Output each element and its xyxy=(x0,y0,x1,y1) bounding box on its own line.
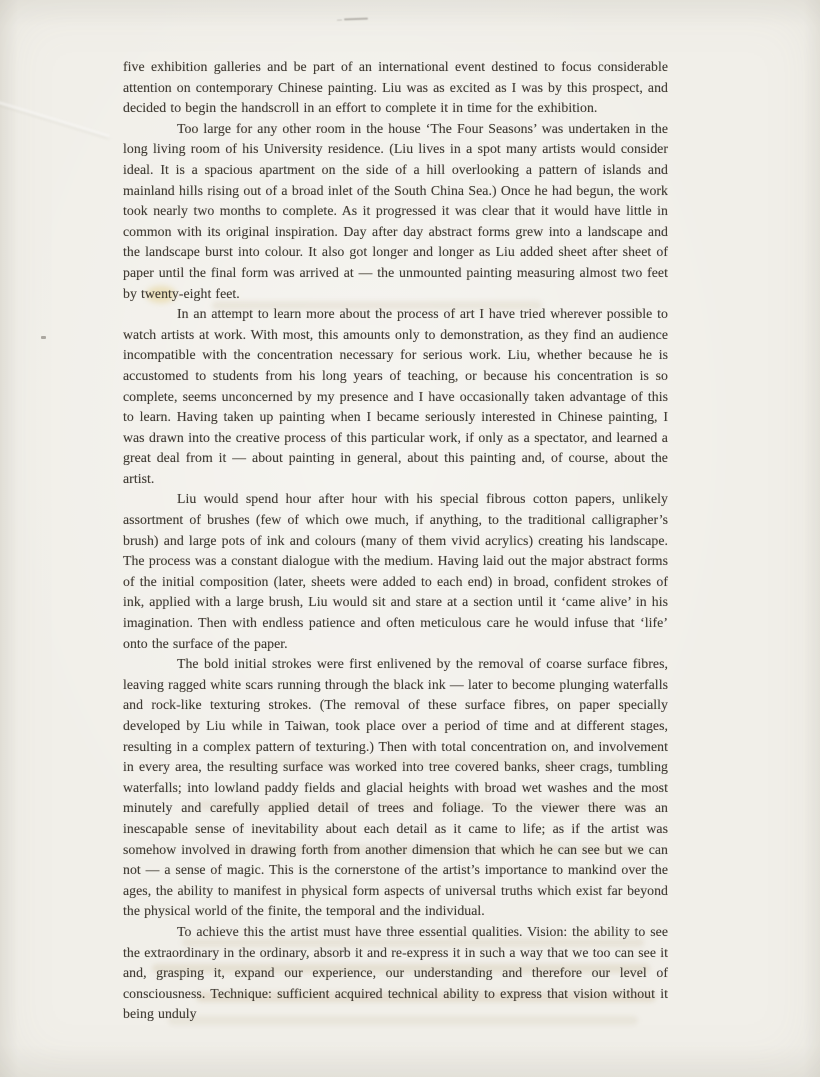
page-text xyxy=(123,57,668,1025)
paper-crease xyxy=(0,101,110,138)
paragraph-continuation: five exhibition galleries and be part of an international event destined to focus considerable attention on contemporary Chinese painting. Liu was as excited as I was by this prospect, and decided to begin the handscroll in an effort to complete it in time for the exhibition. xyxy=(123,59,668,116)
margin-speck xyxy=(41,336,46,339)
paragraph-materials-process: Liu would spend hour after hour with his special fibrous cotton papers, unlikely assortment of brushes (few of which owe much, if anything, to the traditional calligrapher’s brush) and large pots of ink and colours (many of them vivid acrylics) creating his landscape. The process was a constant dialogue with the medium. Having laid out the major abstract forms of the initial composition (later, sheets were added to each end) in broad, confident strokes of ink, applied with a large brush, Liu would sit and stare at a section until it ‘came alive’ in his imagination. Then with endless patience and often meticulous care he would infuse that ‘life’ onto the surface of the paper. xyxy=(123,491,668,651)
paragraph-watching-artists: In an attempt to learn more about the process of art I have tried wherever possible to watch artists at work. With most, this amounts only to demonstration, as they find an audience incompatible with the concentration necessary for serious work. Liu, whether because he is accustomed to students from his long years of teaching, or because his concentration is so complete, seems unconcerned by my presence and I have occasionally taken advantage of this to learn. Having taken up painting when I became seriously interested in Chinese painting, I was drawn into the creative process of this particular work, if only as a spectator, and learned a great deal from it — about painting in general, about this painting and, of course, about the artist. xyxy=(123,306,668,486)
paragraph-bold-strokes: The bold initial strokes were first enlivened by the removal of coarse surface fibres, leaving ragged white scars running through the black ink — later to become plunging waterfalls and rock-like texturing strokes. (The removal of these surface fibres, on paper specially developed by Liu while in Taiwan, took place over a period of time and at different stages, resulting in a complex pattern of texturing.) Then with total concentration on, and involvement in every area, the resulting surface was worked into tree covered banks, sheer crags, tumbling waterfalls; into lowland paddy fields and glacial heights with broad wet washes and the most minutely and carefully applied detail of trees and foliage. To the viewer there was an inescapable sense of inevitability about each detail as it came to life; as if the artist was somehow involved in drawing forth from another dimension that which he can see but we can not — a sense of magic. This is the cornerstone of the artist’s importance to mankind over the ages, the ability to manifest in physical form aspects of universal truths which exist far beyond the physical world of the finite, the temporal and the individual. xyxy=(123,656,668,919)
pencil-mark xyxy=(344,18,368,21)
paragraph-four-seasons: Too large for any other room in the house ‘The Four Seasons’ was undertaken in the long living room of his University residence. (Liu lives in a spot many artists would consider ideal. It is a spacious apartment on the side of a hill overlooking a pattern of islands and mainland hills rising out of a broad inlet of the South China Sea.) Once he had begun, the work took nearly two months to complete. As it progressed it was clear that it would have little in common with its original inspiration. Day after day abstract forms grew into a landscape and the landscape burst into colour. It also got longer and longer as Liu added sheet after sheet of paper until the final form was arrived at — the unmounted painting measuring almost two feet by twenty-eight feet. xyxy=(123,120,668,301)
paragraph-three-qualities: To achieve this the artist must have three essential qualities. Vision: the ability to see the extraordinary in the ordinary, absorb it and re-express it in such a way that we too can see it and, grasping it, expand our experience, our understanding and therefore our level of consciousness. Technique: sufficient acquired technical ability to express that vision without it being unduly xyxy=(123,923,668,1022)
